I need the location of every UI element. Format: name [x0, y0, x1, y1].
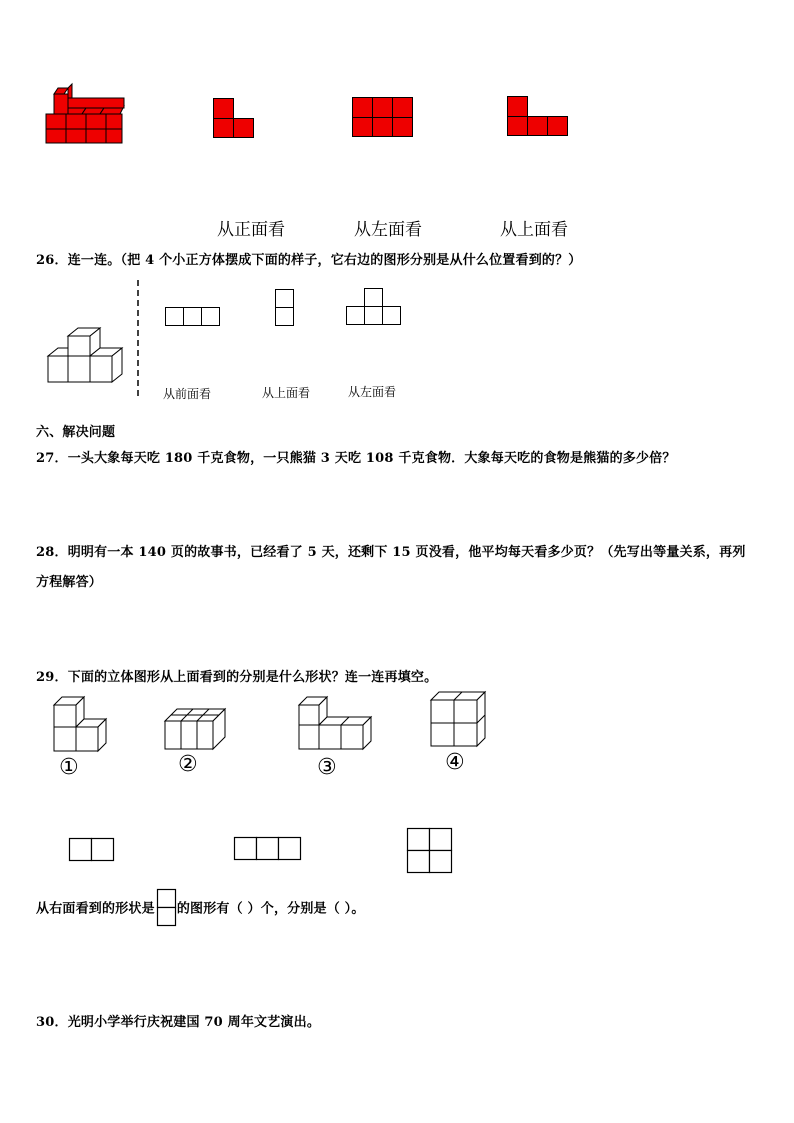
- q29-solid-4: [429, 692, 487, 748]
- view-label-front: 从正面看: [217, 220, 285, 240]
- q26-dashed-divider: [136, 280, 140, 400]
- question-28-line1: 28．明明有一本 140 页的故事书，已经看了 5 天，还剩下 15 页没看，他平均每天看多少页？（先写出等量关系，再列: [36, 545, 746, 560]
- two-square-column-icon: [157, 891, 175, 927]
- question-29: 29．下面的立体图形从上面看到的分别是什么形状？连一连再填空。: [36, 670, 438, 685]
- q29-solid-1: [52, 695, 108, 753]
- q26-label-top: 从上面看: [262, 386, 311, 400]
- q29-fill-middle: 的图形有（ ）个，分别是（ ）。: [176, 901, 365, 917]
- q29-view-two-row: [69, 838, 115, 862]
- question-26: 26．连一连。（把 4 个小正方体摆成下面的样子，它右边的图形分别是从什么位置看到的？）: [36, 253, 582, 268]
- red-view-top: [507, 96, 569, 138]
- red-view-front: [213, 98, 255, 140]
- section-6-title: 六、解决问题: [36, 425, 116, 440]
- red-cube-solid: [44, 86, 124, 146]
- q29-solid-2: [163, 707, 227, 751]
- view-label-top: 从上面看: [500, 220, 568, 240]
- q29-number-4: ④: [445, 750, 465, 775]
- question-27: 27．一头大象每天吃 180 千克食物，一只熊猫 3 天吃 108 千克食物．大象每天吃的食物是熊猫的多少倍？: [36, 451, 676, 466]
- q29-number-1: ①: [59, 755, 79, 780]
- red-view-left: [352, 97, 414, 139]
- view-label-left: 从左面看: [354, 220, 422, 240]
- question-30: 30．光明小学举行庆祝建国 70 周年文艺演出。: [36, 1015, 321, 1030]
- q29-number-3: ③: [317, 755, 337, 780]
- question-28-line2: 方程解答）: [36, 575, 103, 590]
- q29-fill-prefix: 从右面看到的形状是: [36, 901, 155, 917]
- q26-label-left: 从左面看: [348, 385, 397, 399]
- q26-shape-t: [346, 288, 404, 328]
- q29-view-three-row: [234, 837, 302, 861]
- q29-number-2: ②: [178, 752, 198, 777]
- q26-shape-two-column: [275, 289, 295, 329]
- q29-solid-3: [297, 695, 373, 751]
- q26-label-front: 从前面看: [163, 387, 212, 401]
- q29-view-square-grid: [407, 828, 455, 876]
- q29-fill-line: [36, 891, 365, 927]
- q26-cube-solid: [46, 326, 126, 386]
- q26-shape-three-row: [165, 307, 223, 327]
